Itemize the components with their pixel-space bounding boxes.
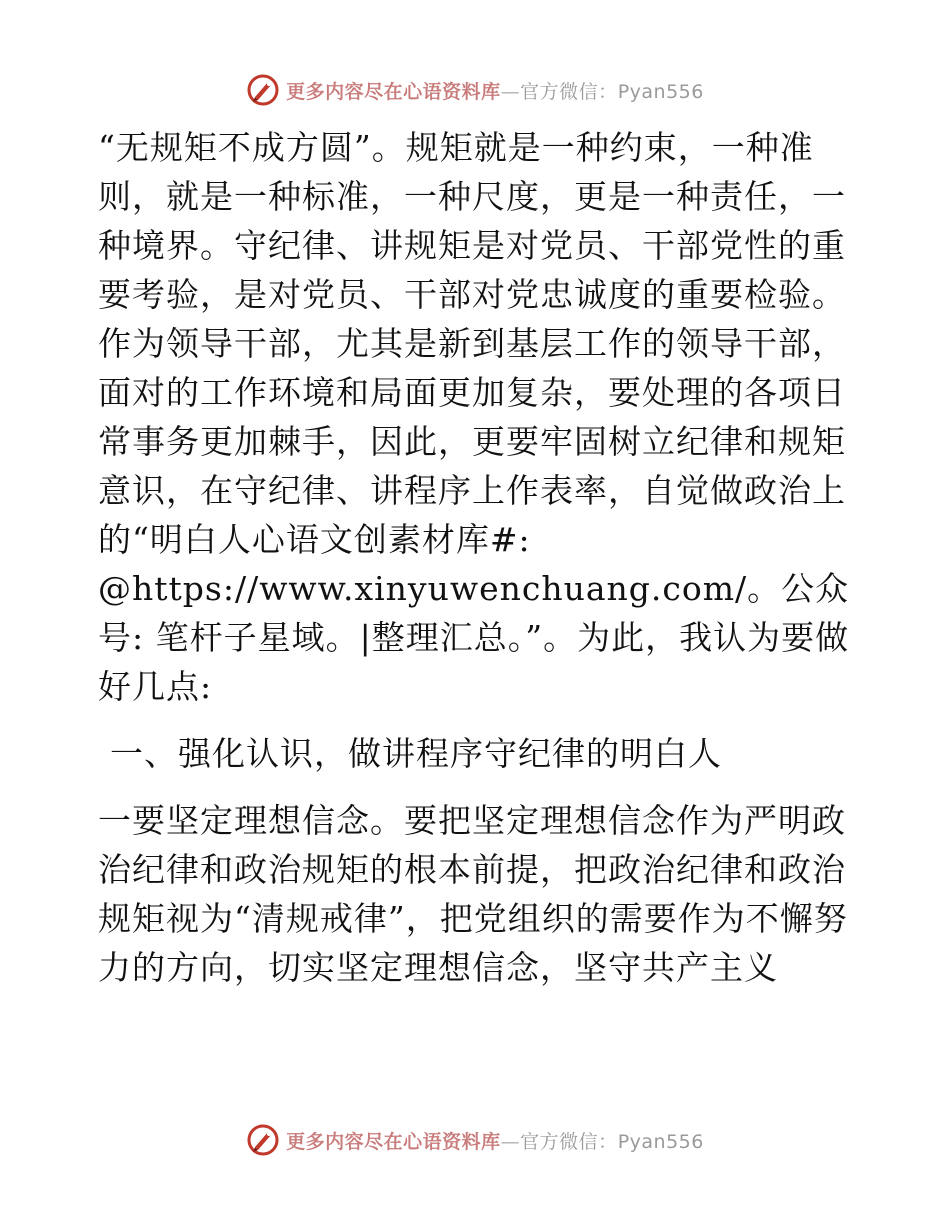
header-banner-text — [286, 77, 704, 104]
footer-banner-wechat-id: Pyan556 — [617, 1130, 704, 1153]
header-banner-wechat-id: Pyan556 — [617, 80, 704, 103]
footer-banner-dash: — — [500, 1130, 521, 1153]
paragraph-spacer — [98, 711, 853, 729]
header-banner — [0, 70, 950, 110]
header-banner-wechat-label: 官方微信： — [520, 80, 618, 103]
pen-logo-icon — [246, 73, 280, 107]
header-banner-dash: — — [500, 80, 521, 103]
body-paragraph-1: “无规矩不成方圆”。规矩就是一种约束，一种准则，就是一种标准，一种尺度，更是一种责任，一种境界。守纪律、讲规矩是对党员、干部党性的重要考验，是对党员、干部对党忠诚度的重要检验。作为领导干部，尤其是新到基层工作的领导干部，面对的工作环境和局面更加复杂，要处理的各项日常事务更加棘手，因此，更要牢固树立纪律和规矩意识，在守纪律、讲程序上作表率，自觉做政治上的“明白人心语文创素材库#: @https://www.xinyuwenchuang.com/。公众号: 笔杆子星域。|整理汇总。”。为此，我认为要做好几点: — [98, 128, 850, 706]
header-banner-main: 更多内容尽在心语资料库 — [286, 80, 501, 103]
paragraph-spacer — [98, 778, 853, 796]
section-heading-1: 一、强化认识，做讲程序守纪律的明白人 — [110, 734, 722, 773]
footer-banner-main: 更多内容尽在心语资料库 — [286, 1130, 501, 1153]
footer-banner-text — [286, 1127, 704, 1154]
document-body — [98, 123, 853, 992]
footer-banner — [0, 1120, 950, 1160]
body-paragraph-2: 一要坚定理想信念。要把坚定理想信念作为严明政治纪律和政治规矩的根本前提，把政治纪律和政治规矩视为“清规戒律”，把党组织的需要作为不懈努力的方向，切实坚定理想信念，坚守共产主义 — [98, 801, 848, 987]
pen-logo-icon — [246, 1123, 280, 1157]
footer-banner-wechat-label: 官方微信： — [520, 1130, 618, 1153]
